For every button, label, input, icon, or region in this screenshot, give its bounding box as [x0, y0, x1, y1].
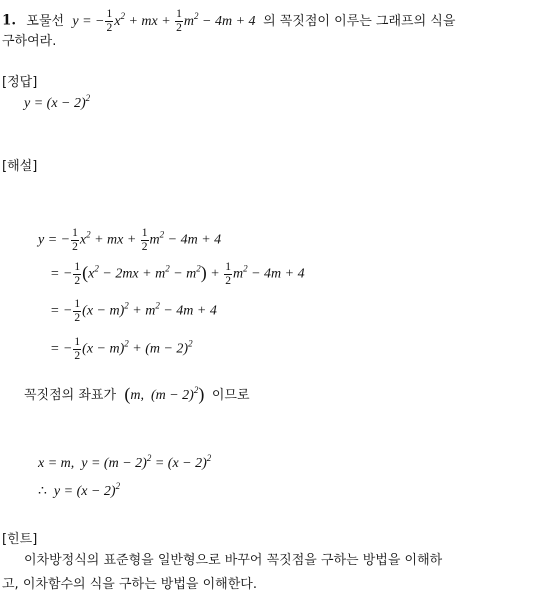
vertex-text: 꼭짓점의 좌표가: [24, 388, 117, 403]
problem-text-after: 의 꼭짓점이 이루는 그래프의 식을: [263, 13, 456, 29]
solution-step-4: = − $\frac{1}{2}$ $(x - m)^2 + (m - 2)^2$: [50, 336, 193, 362]
problem-text-before: 포물선: [26, 13, 65, 29]
vertex-line: [24, 385, 250, 403]
hint-line-1: 이차방정식의 표준형을 일반형으로 바꾸어 꼭짓점을 구하는 방법을 이해하: [24, 553, 443, 568]
hint-line-2: 고, 이차함수의 식을 구하는 방법을 이해한다.: [2, 577, 257, 592]
answer-equation: $y = (x - 2)^2$: [24, 93, 91, 111]
vertex-coordinates: (m, $(m - 2)^2$): [124, 384, 205, 404]
solution-conclusion: ∴ $y = (x - 2)^2$: [38, 481, 121, 499]
solution-label: [해설]: [2, 159, 38, 174]
problem-number: 1.: [2, 12, 17, 29]
solution-step-1: y = − $\frac{1}{2}$ $x^2$ + mx + $\frac{1}{2}$ $m^2 - 4m + 4$: [38, 227, 222, 253]
hint-label: [힌트]: [2, 532, 38, 547]
problem-equation: y = − $\frac{1}{2}$ $x^2$ + mx + $\frac{1}{2}$ $m^2 - 4m + 4$: [72, 8, 260, 34]
vertex-suffix: 이므로: [211, 388, 250, 403]
solution-step-3: = − $\frac{1}{2}$ $(x - m)^2 + m^2 - 4m + 4$: [50, 298, 217, 324]
answer-label: [정답]: [2, 75, 38, 90]
solution-substitution: x = m, $y = (m - 2)^2 = (x - 2)^2$: [38, 453, 212, 471]
therefore-symbol: ∴: [38, 484, 47, 499]
solution-step-2: = − $\frac{1}{2}$ $(x^2 - 2mx + m^2 - m^2)$ + $\frac{1}{2}$ $m^2 - 4m + 4$: [50, 261, 305, 287]
problem-line-2: 구하여라.: [2, 34, 57, 49]
problem-line-1: [2, 8, 455, 35]
